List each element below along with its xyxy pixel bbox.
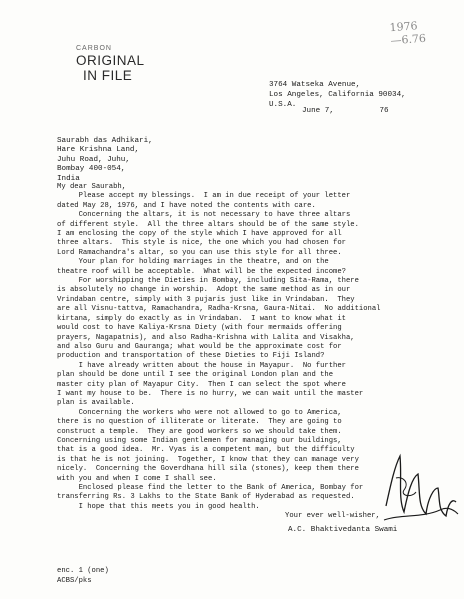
body-line: Enclosed please find the letter to the Bank of America, Bombay for [57,484,364,492]
sender-address-line: U.S.A. [269,101,297,109]
body-line: and also Guru and Gauranga; what would be the approximate cost for [57,342,342,351]
body-line: would cost to have Kaliya-Krsna Diety (with four mermaids offering [57,324,342,333]
body-line: construct a temple. They are good workers so we should take them. [57,427,342,436]
body-line: that is a good idea. Mr. Vyas is a competent man, but the difficulty [57,446,355,455]
corner-note-line-1: 1976 [389,19,418,35]
body-line: three altars. This style is nice, the one which you had chosen for [57,239,346,248]
body-line: Concerning the altars, it is not necessary to have three altars [57,211,351,220]
body-line: nicely. Concerning the Goverdhana hill sila (stones), keep them there [57,465,359,474]
sender-address-line: Los Angeles, California 90034, [269,91,406,99]
body-line: are all Visnu-tattva, Ramachandra, Radha-Krsna, Gaura-Nitai. No additional [57,305,381,314]
body-line: Concerning the workers who were not allowed to go to America, [57,408,342,417]
body-line: transferring Rs. 3 Lakhs to the State Bank of Hyderabad as requested. [57,493,355,502]
enclosure-line: enc. 1 (one) [57,567,109,575]
recipient-line: India [57,174,80,183]
enclosure-note [57,567,109,586]
body-line: kirtana, simply do exactly as in Vrindaban. I want to know what it [57,314,346,323]
body-line: I have already written about the house in Mayapur. No further [57,361,346,370]
body-line: I want my house to be. There is no hurry, we can wait until the master [57,389,364,398]
body-line: For worshipping the Dieties in Bombay, including Sita-Rama, there [57,277,359,286]
stamp-carbon-text: CARBON [76,45,112,52]
original-in-file-stamp [76,44,145,83]
body-line: is that he is not joining. Together, I know that they can manage very [57,455,359,464]
body-line: there is no question of illiterate or literate. They are going to [57,418,342,427]
handwritten-signature [382,448,460,530]
body-line: is absolutely no change in worship. Adopt the same method as in our [57,286,351,295]
body-line: plan should be done until I see the original London plan and the [57,371,334,380]
letter-date [302,107,432,115]
stamp-line-2: IN FILE [83,68,133,83]
corner-note-line-2: —6.76 [390,31,427,48]
body-line: of different style. All the three altars should be of the same style. [57,220,359,229]
stamp-line-1: ORIGINAL [76,53,145,68]
body-line: master city plan of Mayapur City. Then I can select the spot where [57,380,346,389]
recipient-address [57,137,153,184]
recipient-line: Hare Krishna Land, [57,146,140,155]
date-month-day: June 7, [302,107,334,115]
reference-initials: ACBS/pks [57,576,92,585]
handwritten-corner-note [389,19,426,47]
body-line: Vrindaban centre, simply with 3 pujaris just like in Vrindaban. They [57,295,355,304]
sender-address [269,80,406,110]
body-line: I am enclosing the copy of the style which I have approved for all [57,230,342,239]
recipient-line: Saurabh das Adhikari, [57,137,153,145]
body-line: Concerning using some Indian gentlemen for managing our buildings, [57,436,342,445]
body-line: Your plan for holding marriages in the theatre, and on the [57,258,329,267]
recipient-line: Bombay 400-054, [57,165,126,174]
body-line: dated May 28, 1976, and I have noted the contents with care. [57,201,316,210]
body-line: prayers, Nagapatnis), and also Radha-Krishna with Lalita and Visakha, [57,333,355,342]
body-line: theatre roof will be acceptable. What will be the expected income? [57,267,346,276]
sender-address-line: 3764 Watseka Avenue, [269,81,361,89]
salutation: My dear Saurabh, [57,183,127,191]
body-line: production and transportation of these Dieties to Fiji Island? [57,352,325,361]
closing-line: Your ever well-wisher, [285,512,380,521]
body-line: plan is available. [57,399,135,408]
body-line: Lord Ramachandra's altar, so you can use this style for all three. [57,248,342,257]
body-line: Please accept my blessings. I am in due receipt of your letter [57,192,351,201]
recipient-line: Juhu Road, Juhu, [57,155,130,164]
body-line: I hope that this meets you in good health. [57,502,260,511]
signatory-name: A.C. Bhaktivedanta Swami [288,526,398,534]
date-year: 76 [379,107,389,115]
body-line: with you and when I come I shall see. [57,474,217,483]
